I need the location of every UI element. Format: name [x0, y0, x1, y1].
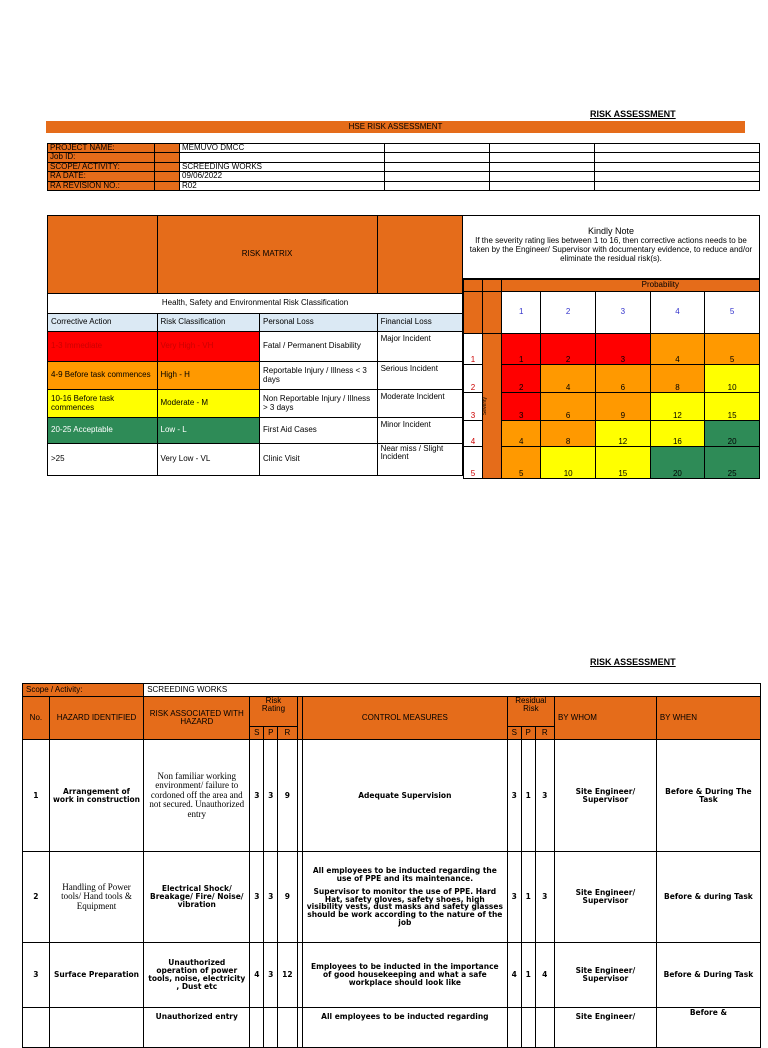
project-row — [48, 172, 760, 181]
header-by-when: BY WHEN — [656, 697, 760, 740]
note-text: If the severity rating lies between 1 to 16, then corrective actions needs to be taken by the Engineer/ Supervisor with documentary evidence, to reduce and/or eliminate the residual risk(s). — [469, 236, 753, 263]
project-value: SCREEDING WORKS — [180, 162, 385, 171]
scope-label: Scope / Activity: — [23, 684, 144, 697]
matrix-cell: 12 — [650, 393, 705, 421]
hazard-row: 2 Handling of Power tools/ Hand tools & Equipment Electrical Shock/ Breakage/ Fire/ Noise/ vibration 3 3 9 All employees to be inducted regarding the use of PPE and its maintenance. Supervisor to monitor the use of PPE. Hard Hat, safety gloves, safety shoes, high visibility vests, dust masks and safety glasses should be work according to the nature of the job 3 1 3 Site Engineer/ Supervisor Before & during Task — [23, 852, 761, 943]
risk-matrix-label: RISK MATRIX — [157, 216, 377, 294]
header-residual: Residual Risk — [507, 697, 554, 727]
hse-header-bar: HSE RISK ASSESSMENT — [46, 121, 745, 133]
header-by-whom: BY WHOM — [554, 697, 656, 740]
note-title: Kindly Note — [587, 226, 635, 236]
matrix-cell: 10 — [705, 365, 760, 393]
project-label: Job ID: — [48, 153, 155, 162]
hazard-row: 1 Arrangement of work in construction Non familiar working environment/ failure to cordoned off the area and not secured. Unauthorized entry 3 3 9 Adequate Supervision 3 1 3 Site Engineer/ Supervisor Before & During The Task — [23, 740, 761, 852]
sev-row-header: 3 — [464, 393, 483, 421]
sev-row-header: 1 — [464, 334, 483, 365]
kindly-note-box — [463, 215, 760, 279]
project-value — [180, 153, 385, 162]
matrix-cell: 25 — [705, 447, 760, 479]
project-row — [48, 153, 760, 162]
matrix-cell: 3 — [595, 334, 650, 365]
matrix-cell: 15 — [595, 447, 650, 479]
classification-title: Health, Safety and Environmental Risk Classification — [48, 294, 463, 314]
risk-class-row: 4-9 Before task commences High - H Reportable Injury / Illness < 3 days Serious Incident — [48, 362, 463, 390]
matrix-cell: 20 — [705, 421, 760, 447]
header-hazard: HAZARD IDENTIFIED — [49, 697, 143, 740]
sev-row-header: 2 — [464, 365, 483, 393]
sev-row-header: 4 — [464, 421, 483, 447]
prob-col-header: 5 — [705, 292, 760, 334]
matrix-cell: 20 — [650, 447, 705, 479]
project-row — [48, 181, 760, 190]
hazard-assessment-table: Scope / Activity: SCREEDING WORKS No. HAZARD IDENTIFIED RISK ASSOCIATED WITH HAZARD Risk Rating CONTROL MEASURES Residual Risk BY WHOM BY WHEN S P R S P R 1 Arrangement of work in construction Non familiar working environment/ failure to cordoned off the area and not secured. Unauthorized entry 3 3 9 Adequate Supervision 3 1 3 Site Engineer/ Supervisor Before & During The Task 2 Handling of Power tools/ Hand tools & Equipment Electrical Shock/ Breakage/ Fire/ Noise/ vibration 3 3 9 All employees to be inducted regarding the use of PPE and its maintenance. Supervisor to monitor the use of PPE. Hard Hat, safety gloves, safety shoes, high visibility vests, dust masks and safety glasses should be work according to the nature of the job 3 1 3 Site Engineer/ Supervisor Before & during Task 3 Surface Preparation Unauthorized operation of power tools, noise, electricity , Dust etc 4 3 12 Employees to be inducted in the importance of good housekeeping and what a safe workplace should look like 4 1 4 Site Engineer/ Supervisor Before & During Task Unauthorized entry All employees to be inducted regarding Site Engineer/ Before & — [22, 683, 761, 1048]
hazard-row: Unauthorized entry All employees to be inducted regarding Site Engineer/ Before & — [23, 1008, 761, 1048]
matrix-cell: 5 — [502, 447, 541, 479]
project-label: RA DATE: — [48, 172, 155, 181]
project-value: 09/06/2022 — [180, 172, 385, 181]
header-control: CONTROL MEASURES — [302, 697, 507, 740]
matrix-cell: 3 — [502, 393, 541, 421]
risk-class-row: 1-3 Immediate Very High - VH Fatal / Permanent Disability Major Incident — [48, 332, 463, 362]
risk-class-row: 20-25 Acceptable Low - L First Aid Cases Minor Incident — [48, 418, 463, 444]
project-value: R02 — [180, 181, 385, 190]
header-no: No. — [23, 697, 50, 740]
risk-class-row: >25 Very Low - VL Clinic Visit Near miss / Slight Incident — [48, 444, 463, 476]
prob-col-header: 3 — [595, 292, 650, 334]
matrix-cell: 2 — [502, 365, 541, 393]
matrix-cell: 10 — [541, 447, 596, 479]
sev-row-header: 5 — [464, 447, 483, 479]
project-label: SCOPE/ ACTIVITY: — [48, 162, 155, 171]
col-header: Personal Loss — [260, 314, 378, 332]
col-header: Financial Loss — [377, 314, 462, 332]
project-label: RA REVISION NO.: — [48, 181, 155, 190]
matrix-cell: 12 — [595, 421, 650, 447]
project-value: MEMUVO DMCC — [180, 144, 385, 153]
matrix-cell: 15 — [705, 393, 760, 421]
matrix-cell: 2 — [541, 334, 596, 365]
matrix-cell: 8 — [650, 365, 705, 393]
prob-col-header: 2 — [541, 292, 596, 334]
project-label: PROJECT NAME: — [48, 144, 155, 153]
severity-label: Severity — [482, 396, 488, 416]
project-row — [48, 162, 760, 171]
matrix-cell: 6 — [541, 393, 596, 421]
project-info-table — [47, 143, 760, 191]
risk-class-row: 10-16 Before task commences Moderate - M Non Reportable Injury / Illness > 3 days Moderate Incident — [48, 390, 463, 418]
probability-severity-matrix — [463, 279, 760, 479]
matrix-cell: 16 — [650, 421, 705, 447]
risk-classification-table — [47, 215, 463, 476]
matrix-cell: 5 — [705, 334, 760, 365]
matrix-cell: 1 — [502, 334, 541, 365]
scope-value: SCREEDING WORKS — [144, 684, 761, 697]
probability-label: Probability — [502, 280, 760, 292]
col-header: Risk Classification — [157, 314, 259, 332]
header-risk: RISK ASSOCIATED WITH HAZARD — [144, 697, 250, 740]
header-rating: Risk Rating — [250, 697, 297, 727]
matrix-cell: 9 — [595, 393, 650, 421]
matrix-cell: 6 — [595, 365, 650, 393]
page-title-bottom: RISK ASSESSMENT — [590, 657, 676, 667]
matrix-cell: 4 — [650, 334, 705, 365]
matrix-cell: 8 — [541, 421, 596, 447]
matrix-cell: 4 — [541, 365, 596, 393]
page-title-top: RISK ASSESSMENT — [590, 109, 676, 119]
matrix-cell: 4 — [502, 421, 541, 447]
project-row — [48, 144, 760, 153]
col-header: Corrective Action — [48, 314, 158, 332]
hazard-row: 3 Surface Preparation Unauthorized operation of power tools, noise, electricity , Dust etc 4 3 12 Employees to be inducted in the importance of good housekeeping and what a safe workplace should look like 4 1 4 Site Engineer/ Supervisor Before & During Task — [23, 943, 761, 1008]
prob-col-header: 4 — [650, 292, 705, 334]
prob-col-header: 1 — [502, 292, 541, 334]
